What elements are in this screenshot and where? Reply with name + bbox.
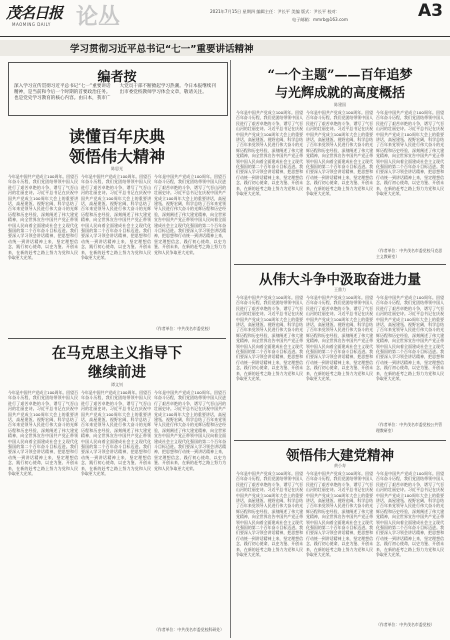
article-2-title-line-2: 继续前进 [88,364,146,381]
article-2-body-col-3: 今年是中国共产党成立100周年。回望百年奋斗历程，我们党团结带领中国人民进行了艰苦卓绝的斗争，谱写了气吞山河的壮丽史诗。习近平总书记在庆祝中国共产党成立100周年大会上的重要讲话，高屋建瓴、视野宏阔，科学总结了百年来党领导人民进行伟大奋斗的光辉历程和历史经验，深刻阐述了伟大建党精神，向全世界宣告中国共产党正带领中国人民向着全面建成社会主义现代化强国的第二个百年奋斗目标迈进。我们要深入学习领会讲话精神，把思想和行动统一到讲话精神上来，坚定理想信念，践行初心使命，以史为鉴、开创未来，在新的赶考之路上努力为党和人民争取更大光荣。 [154,390,226,471]
issue-date-line: 2021年7月15日 星期四 编辑主任：尹长平 美编 版式：尹长平 校对： [210,9,340,14]
article-5-body-col-3: 今年是中国共产党成立100周年。回望百年奋斗历程，我们党团结带领中国人民进行了艰苦卓绝的斗争，谱写了气吞山河的壮丽史诗。习近平总书记在庆祝中国共产党成立100周年大会上的重要讲话，高屋建瓴、视野宏阔，科学总结了百年来党领导人民进行伟大奋斗的光辉历程和历史经验，深刻阐述了伟大建党精神，向全世界宣告中国共产党正带领中国人民向着全面建成社会主义现代化强国的第二个百年奋斗目标迈进。我们要深入学习领会讲话精神，把思想和行动统一到讲话精神上来，坚定理想信念，践行初心使命，以史为鉴、开创未来，在新的赶考之路上努力为党和人民争取更大光荣。 [376,471,444,558]
editor-note-body: 深入学习宣传贯彻习近平总书记“七一”重要讲话精神，是当前和今后一个时期的首要政治任务。也是党史学习教育的核心内容。由日本，我市广大党员干部不断掀起学习热潮。今日本报继续刊出市委党校教师学习体会文章，敬请关注。 [14,84,216,102]
article-5-source: （作者单位：中共茂名市委党校） [376,622,435,627]
masthead-rule [0,36,450,37]
article-4-bottom-rule [234,440,446,441]
section-title: 论丛 [76,4,121,30]
article-3-title-line-2: 与光辉成就的高度概括 [274,86,405,101]
editor-note-title: 编者按 [97,70,137,85]
article-1-body-col-3: 今年是中国共产党成立100周年。回望百年奋斗历程，我们党团结带领中国人民进行了艰苦卓绝的斗争，谱写了气吞山河的壮丽史诗。习近平总书记在庆祝中国共产党成立100周年大会上的重要讲话，高屋建瓴、视野宏阔，科学总结了百年来党领导人民进行伟大奋斗的光辉历程和历史经验，深刻阐述了伟大建党精神，向全世界宣告中国共产党正带领中国人民向着全面建成社会主义现代化强国的第二个百年奋斗目标迈进。我们要深入学习领会讲话精神，把思想和行动统一到讲话精神上来，坚定理想信念，践行初心使命，以史为鉴、开创未来，在新的赶考之路上努力为党和人民争取更大光荣。 [154,174,226,255]
article-2-byline: 谭文钊 [111,382,123,387]
article-3-body-col-1: 今年是中国共产党成立100周年。回望百年奋斗历程，我们党团结带领中国人民进行了艰苦卓绝的斗争，谱写了气吞山河的壮丽史诗。习近平总书记在庆祝中国共产党成立100周年大会上的重要讲话，高屋建瓴、视野宏阔，科学总结了百年来党领导人民进行伟大奋斗的光辉历程和历史经验，深刻阐述了伟大建党精神，向全世界宣告中国共产党正带领中国人民向着全面建成社会主义现代化强国的第二个百年奋斗目标迈进。我们要深入学习领会讲话精神，把思想和行动统一到讲话精神上来，坚定理想信念，践行初心使命，以史为鉴、开创未来，在新的赶考之路上努力为党和人民争取更大光荣。 [236,110,303,197]
article-5-body-col-1: 今年是中国共产党成立100周年。回望百年奋斗历程，我们党团结带领中国人民进行了艰苦卓绝的斗争，谱写了气吞山河的壮丽史诗。习近平总书记在庆祝中国共产党成立100周年大会上的重要讲话，高屋建瓴、视野宏阔，科学总结了百年来党领导人民进行伟大奋斗的光辉历程和历史经验，深刻阐述了伟大建党精神，向全世界宣告中国共产党正带领中国人民向着全面建成社会主义现代化强国的第二个百年奋斗目标迈进。我们要深入学习领会讲话精神，把思想和行动统一到讲话精神上来，坚定理想信念，践行初心使命，以史为鉴、开创未来，在新的赶考之路上努力为党和人民争取更大光荣。 [236,471,303,558]
article-1-bottom-rule [8,338,226,339]
issue-email: 电子邮箱：mmrb@163.com [292,17,348,22]
article-1-body-col-2: 今年是中国共产党成立100周年。回望百年奋斗历程，我们党团结带领中国人民进行了艰苦卓绝的斗争，谱写了气吞山河的壮丽史诗。习近平总书记在庆祝中国共产党成立100周年大会上的重要讲话，高屋建瓴、视野宏阔，科学总结了百年来党领导人民进行伟大奋斗的光辉历程和历史经验，深刻阐述了伟大建党精神，向全世界宣告中国共产党正带领中国人民向着全面建成社会主义现代化强国的第二个百年奋斗目标迈进。我们要深入学习领会讲话精神，把思想和行动统一到讲话精神上来，坚定理想信念，践行初心使命，以史为鉴、开创未来，在新的赶考之路上努力为党和人民争取更大光荣。 [81,174,151,261]
article-4-body-col-1: 今年是中国共产党成立100周年。回望百年奋斗历程，我们党团结带领中国人民进行了艰苦卓绝的斗争，谱写了气吞山河的壮丽史诗。习近平总书记在庆祝中国共产党成立100周年大会上的重要讲话，高屋建瓴、视野宏阔，科学总结了百年来党领导人民进行伟大奋斗的光辉历程和历史经验，深刻阐述了伟大建党精神，向全世界宣告中国共产党正带领中国人民向着全面建成社会主义现代化强国的第二个百年奋斗目标迈进。我们要深入学习领会讲话精神，把思想和行动统一到讲话精神上来，坚定理想信念，践行初心使命，以史为鉴、开创未来，在新的赶考之路上努力为党和人民争取更大光荣。 [236,295,303,382]
article-3-title-line-1: “一个主题”——百年追梦 [267,68,413,83]
article-5-body-col-2: 今年是中国共产党成立100周年。回望百年奋斗历程，我们党团结带领中国人民进行了艰苦卓绝的斗争，谱写了气吞山河的壮丽史诗。习近平总书记在庆祝中国共产党成立100周年大会上的重要讲话，高屋建瓴、视野宏阔，科学总结了百年来党领导人民进行伟大奋斗的光辉历程和历史经验，深刻阐述了伟大建党精神，向全世界宣告中国共产党正带领中国人民向着全面建成社会主义现代化强国的第二个百年奋斗目标迈进。我们要深入学习领会讲话精神，把思想和行动统一到讲话精神上来，坚定理想信念，践行初心使命，以史为鉴、开创未来，在新的赶考之路上努力为党和人民争取更大光荣。 [306,471,373,558]
topic-banner-text: 学习贯彻习近平总书记“七一”重要讲话精神 [70,44,254,55]
article-4-body-col-2: 今年是中国共产党成立100周年。回望百年奋斗历程，我们党团结带领中国人民进行了艰苦卓绝的斗争，谱写了气吞山河的壮丽史诗。习近平总书记在庆祝中国共产党成立100周年大会上的重要讲话，高屋建瓴、视野宏阔，科学总结了百年来党领导人民进行伟大奋斗的光辉历程和历史经验，深刻阐述了伟大建党精神，向全世界宣告中国共产党正带领中国人民向着全面建成社会主义现代化强国的第二个百年奋斗目标迈进。我们要深入学习领会讲话精神，把思想和行动统一到讲话精神上来，坚定理想信念，践行初心使命，以史为鉴、开创未来，在新的赶考之路上努力为党和人民争取更大光荣。 [306,295,373,382]
article-4-body-col-3: 今年是中国共产党成立100周年。回望百年奋斗历程，我们党团结带领中国人民进行了艰苦卓绝的斗争，谱写了气吞山河的壮丽史诗。习近平总书记在庆祝中国共产党成立100周年大会上的重要讲话，高屋建瓴、视野宏阔，科学总结了百年来党领导人民进行伟大奋斗的光辉历程和历史经验，深刻阐述了伟大建党精神，向全世界宣告中国共产党正带领中国人民向着全面建成社会主义现代化强国的第二个百年奋斗目标迈进。我们要深入学习领会讲话精神，把思想和行动统一到讲话精神上来，坚定理想信念，践行初心使命，以史为鉴、开创未来，在新的赶考之路上努力为党和人民争取更大光荣。 [376,295,444,382]
article-4-title: 从伟大斗争中汲取奋进力量 [259,272,421,288]
column-divider [230,60,231,638]
article-1-title-line-2: 领悟伟大精神 [68,147,165,166]
article-2-source: （作者单位：中共茂名市委党校科研处） [154,627,225,632]
newspaper-logo-subtitle: MAOMING DAILY [12,22,51,27]
article-2-title-line-1: 在马克思主义指导下 [51,345,183,362]
page-number: A3 [418,1,443,21]
article-4-source: （作者单位：中共茂名市委党校公共管理教研室） [376,422,443,433]
article-1-source: （作者单位：中共茂名市委党校） [154,326,213,331]
article-1-byline: 陈思光 [111,166,123,171]
article-1-body-col-1: 今年是中国共产党成立100周年。回望百年奋斗历程，我们党团结带领中国人民进行了艰苦卓绝的斗争，谱写了气吞山河的壮丽史诗。习近平总书记在庆祝中国共产党成立100周年大会上的重要讲话，高屋建瓴、视野宏阔，科学总结了百年来党领导人民进行伟大奋斗的光辉历程和历史经验，深刻阐述了伟大建党精神，向全世界宣告中国共产党正带领中国人民向着全面建成社会主义现代化强国的第二个百年奋斗目标迈进。我们要深入学习领会讲话精神，把思想和行动统一到讲话精神上来，坚定理想信念，践行初心使命，以史为鉴、开创未来，在新的赶考之路上努力为党和人民争取更大光荣。 [8,174,78,261]
article-5-title: 领悟伟大建党精神 [286,448,394,464]
article-3-body-col-3: 今年是中国共产党成立100周年。回望百年奋斗历程，我们党团结带领中国人民进行了艰苦卓绝的斗争，谱写了气吞山河的壮丽史诗。习近平总书记在庆祝中国共产党成立100周年大会上的重要讲话，高屋建瓴、视野宏阔，科学总结了百年来党领导人民进行伟大奋斗的光辉历程和历史经验，深刻阐述了伟大建党精神，向全世界宣告中国共产党正带领中国人民向着全面建成社会主义现代化强国的第二个百年奋斗目标迈进。我们要深入学习领会讲话精神，把思想和行动统一到讲话精神上来，坚定理想信念，践行初心使命，以史为鉴、开创未来，在新的赶考之路上努力为党和人民争取更大光荣。 [376,110,444,197]
article-3-byline: 陈建国 [334,102,346,107]
article-5-byline: 黄小寿 [334,463,346,468]
article-3-source: （作者单位：中共茂名市委党校马克思主义教研室） [376,248,443,259]
article-3-bottom-rule [234,264,446,265]
article-1-title-line-1: 读懂百年庆典 [68,127,165,146]
newspaper-logo: 茂名日报 [6,4,63,22]
article-3-body-col-2: 今年是中国共产党成立100周年。回望百年奋斗历程，我们党团结带领中国人民进行了艰苦卓绝的斗争，谱写了气吞山河的壮丽史诗。习近平总书记在庆祝中国共产党成立100周年大会上的重要讲话，高屋建瓴、视野宏阔，科学总结了百年来党领导人民进行伟大奋斗的光辉历程和历史经验，深刻阐述了伟大建党精神，向全世界宣告中国共产党正带领中国人民向着全面建成社会主义现代化强国的第二个百年奋斗目标迈进。我们要深入学习领会讲话精神，把思想和行动统一到讲话精神上来，坚定理想信念，践行初心使命，以史为鉴、开创未来，在新的赶考之路上努力为党和人民争取更大光荣。 [306,110,373,197]
article-4-byline: 王鼎力 [334,287,346,292]
article-2-body-col-1: 今年是中国共产党成立100周年。回望百年奋斗历程，我们党团结带领中国人民进行了艰苦卓绝的斗争，谱写了气吞山河的壮丽史诗。习近平总书记在庆祝中国共产党成立100周年大会上的重要讲话，高屋建瓴、视野宏阔，科学总结了百年来党领导人民进行伟大奋斗的光辉历程和历史经验，深刻阐述了伟大建党精神，向全世界宣告中国共产党正带领中国人民向着全面建成社会主义现代化强国的第二个百年奋斗目标迈进。我们要深入学习领会讲话精神，把思想和行动统一到讲话精神上来，坚定理想信念，践行初心使命，以史为鉴、开创未来，在新的赶考之路上努力为党和人民争取更大光荣。 [8,390,78,477]
article-2-body-col-2: 今年是中国共产党成立100周年。回望百年奋斗历程，我们党团结带领中国人民进行了艰苦卓绝的斗争，谱写了气吞山河的壮丽史诗。习近平总书记在庆祝中国共产党成立100周年大会上的重要讲话，高屋建瓴、视野宏阔，科学总结了百年来党领导人民进行伟大奋斗的光辉历程和历史经验，深刻阐述了伟大建党精神，向全世界宣告中国共产党正带领中国人民向着全面建成社会主义现代化强国的第二个百年奋斗目标迈进。我们要深入学习领会讲话精神，把思想和行动统一到讲话精神上来，坚定理想信念，践行初心使命，以史为鉴、开创未来，在新的赶考之路上努力为党和人民争取更大光荣。 [81,390,151,477]
